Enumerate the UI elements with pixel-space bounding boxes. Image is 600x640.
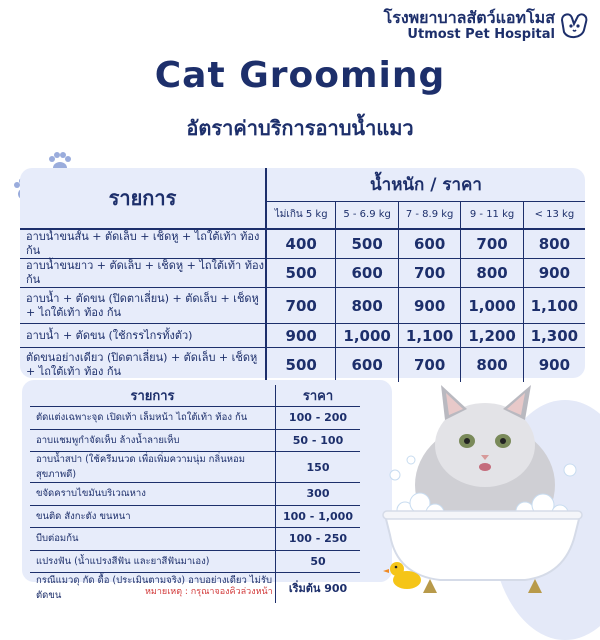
extra-service-header: รายการ <box>30 385 276 407</box>
service-name: อาบน้ำขนสั้น + ตัดเล็บ + เช็ดหู + ไถใต้เท้า ท้อง ก้น <box>20 229 266 259</box>
price-cell: 500 <box>285 355 317 374</box>
service-name: อาบน้ำ + ตัดขน (ใช้กรรไกรทั้งตัว) <box>20 324 266 348</box>
table-row <box>30 483 360 506</box>
extra-price: เริ่มต้น 900 <box>288 582 348 595</box>
price-cell: 900 <box>398 288 461 324</box>
price-cell: 400 <box>266 229 336 259</box>
price-cell: 1,100 <box>398 324 461 348</box>
page-subtitle: อัตราค่าบริการอาบน้ำแมว <box>186 116 414 140</box>
extra-service-name: บีบต่อมก้น <box>30 528 276 551</box>
price-cell: 900 <box>523 348 585 382</box>
table-row <box>20 229 585 259</box>
table-row <box>30 505 360 528</box>
extra-services-table <box>30 385 360 603</box>
extra-price: 100 - 200 <box>276 407 361 430</box>
weight-header: 9 - 11 kg <box>461 201 523 229</box>
cat-in-bathtub-illustration <box>375 375 590 595</box>
price-cell: 500 <box>266 259 336 288</box>
price-cell: 900 <box>523 259 585 288</box>
price-cell: 1,000 <box>461 288 523 324</box>
extra-price: 150 <box>276 452 361 483</box>
extra-price: 50 <box>276 550 361 573</box>
price-cell: 700 <box>398 259 461 288</box>
price-cell: 1,100 <box>523 288 585 324</box>
price-cell: 600 <box>398 229 461 259</box>
service-column-header: รายการ <box>20 168 266 229</box>
extra-service-name: อาบแชมพูกำจัดเห็บ ล้างน้ำลายเห็บ <box>30 429 276 452</box>
table-row <box>30 528 360 551</box>
table-row <box>30 452 360 483</box>
weight-header: ไม่เกิน 5 kg <box>266 201 336 229</box>
price-cell: 800 <box>461 259 523 288</box>
weight-header: < 13 kg <box>523 201 585 229</box>
extra-price: 100 - 1,000 <box>276 505 361 528</box>
clinic-header <box>384 8 555 43</box>
extra-price: 100 - 250 <box>276 528 361 551</box>
extra-service-name: อาบน้ำสปา (ใช้ครีมนวด เพื่อเพิ่มความนุ่ม กลิ่นหอมสุขภาพดี) <box>30 452 276 483</box>
table-row <box>30 429 360 452</box>
extra-service-name: ขนติด สังกะตัง ขนหนา <box>30 505 276 528</box>
table-row <box>20 324 585 348</box>
service-name: ตัดขนอย่างเดียว (ปิดตาเลี่ยน) + ตัดเล็บ + เช็ดหู + ไถใต้เท้า ท้อง ก้น <box>20 348 266 382</box>
price-cell: 600 <box>336 348 399 382</box>
clinic-name-th: โรงพยาบาลสัตว์แอทโมส <box>383 8 555 27</box>
page-title: Cat Grooming <box>154 55 446 96</box>
price-cell: 700 <box>461 229 523 259</box>
table-row <box>30 550 360 573</box>
price-cell: 900 <box>266 324 336 348</box>
price-cell: 1,000 <box>336 324 399 348</box>
table-row <box>30 407 360 430</box>
price-cell: 800 <box>523 229 585 259</box>
weight-header: 7 - 8.9 kg <box>398 201 461 229</box>
price-cell: 1,200 <box>461 324 523 348</box>
price-cell: 800 <box>461 348 523 382</box>
price-cell: 700 <box>398 348 461 382</box>
service-name: อาบน้ำ + ตัดขน (ปิดตาเลี่ยน) + ตัดเล็บ + เช็ดหู + ไถใต้เท้า ท้อง ก้น <box>20 288 266 324</box>
weight-column-header: น้ำหนัก / ราคา <box>266 168 585 201</box>
price-cell: 800 <box>336 288 399 324</box>
booking-note: หมายเหตุ : กรุณาจองคิวล่วงหน้า <box>145 587 273 597</box>
price-cell: 600 <box>336 259 399 288</box>
extra-service-name: ตัดแต่งเฉพาะจุด เปิดเท้า เล็มหน้า ไถใต้เท้า ท้อง ก้น <box>30 407 276 430</box>
price-cell: 500 <box>336 229 399 259</box>
hospital-logo-icon <box>558 10 590 42</box>
clinic-name-en: Utmost Pet Hospital <box>407 27 555 42</box>
table-row <box>20 288 585 324</box>
weight-header: 5 - 6.9 kg <box>336 201 399 229</box>
price-cell: 1,300 <box>523 324 585 348</box>
extra-price-header: ราคา <box>276 385 361 407</box>
extra-service-name: แปรงฟัน (น้ำแปรงสีฟัน และยาสีฟันมาเอง) <box>30 550 276 573</box>
price-cell: 700 <box>266 288 336 324</box>
main-price-table <box>20 168 585 382</box>
extra-price: 300 <box>276 483 361 506</box>
extra-service-name: ขจัดคราบไขมันบริเวณหาง <box>30 483 276 506</box>
service-name: อาบน้ำขนยาว + ตัดเล็บ + เช็ดหู + ไถใต้เท้า ท้อง ก้น <box>20 259 266 288</box>
extra-service-name: กรณีแมวดุ กัด ดื้อ (ประเมินตามจริง) อาบอย่างเดียว ไม่รับตัดขน <box>30 573 276 604</box>
extra-price: 50 - 100 <box>276 429 361 452</box>
table-row <box>20 259 585 288</box>
